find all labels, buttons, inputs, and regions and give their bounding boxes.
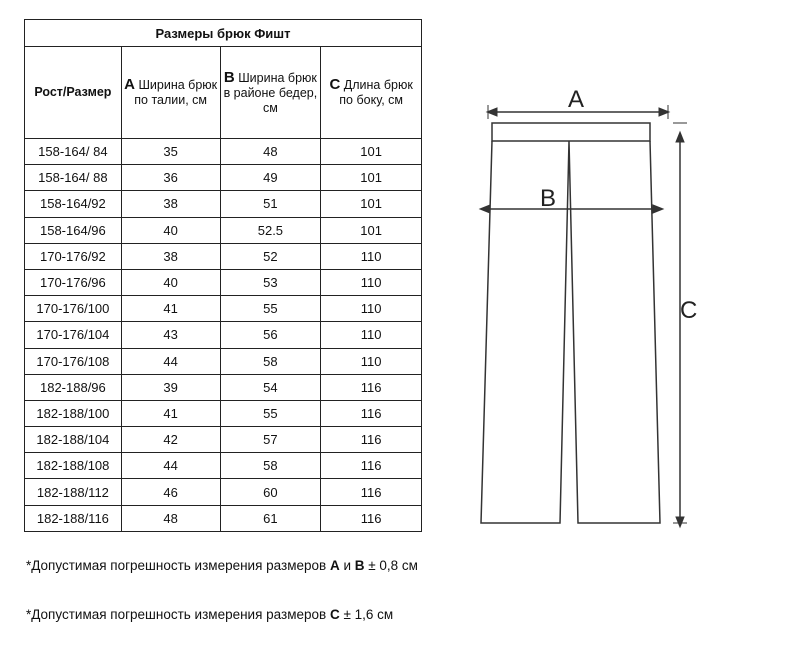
hips-cell: 55 xyxy=(220,400,321,426)
size-table xyxy=(24,19,422,532)
table-row xyxy=(25,400,422,426)
size-cell: 170-176/100 xyxy=(25,296,122,322)
hips-cell: 52 xyxy=(220,243,321,269)
table-row xyxy=(25,322,422,348)
length-cell: 101 xyxy=(321,165,422,191)
tolerance-note-ab xyxy=(26,558,418,573)
length-cell: 116 xyxy=(321,453,422,479)
table-row xyxy=(25,243,422,269)
hips-cell: 56 xyxy=(220,322,321,348)
header-waist-letter: А xyxy=(124,76,135,93)
hip-arrow xyxy=(480,205,663,213)
waist-cell: 44 xyxy=(121,348,220,374)
table-row xyxy=(25,479,422,505)
size-cell: 158-164/ 84 xyxy=(25,139,122,165)
hips-cell: 55 xyxy=(220,296,321,322)
header-size: Рост/Размер xyxy=(25,47,122,139)
size-cell: 170-176/96 xyxy=(25,269,122,295)
header-length-text: Длина брюк по боку, см xyxy=(339,78,413,107)
waist-cell: 39 xyxy=(121,374,220,400)
hips-cell: 60 xyxy=(220,479,321,505)
hips-cell: 51 xyxy=(220,191,321,217)
size-cell: 182-188/96 xyxy=(25,374,122,400)
length-cell: 110 xyxy=(321,348,422,374)
label-c: C xyxy=(680,297,698,324)
table-row xyxy=(25,427,422,453)
hips-cell: 58 xyxy=(220,348,321,374)
length-cell: 116 xyxy=(321,427,422,453)
note-1-a: А xyxy=(329,558,340,573)
waist-cell: 35 xyxy=(121,139,220,165)
table-body xyxy=(25,139,422,532)
waist-cell: 42 xyxy=(121,427,220,453)
length-cell: 116 xyxy=(321,505,422,531)
length-cell: 101 xyxy=(321,139,422,165)
header-waist-text: Ширина брюк по талии, см xyxy=(134,78,218,107)
header-hips-letter: В xyxy=(223,68,235,86)
waist-cell: 38 xyxy=(121,191,220,217)
note-1-b: В xyxy=(354,558,365,573)
size-cell: 182-188/108 xyxy=(25,453,122,479)
size-cell: 182-188/104 xyxy=(25,427,122,453)
waist-cell: 46 xyxy=(121,479,220,505)
size-cell: 182-188/100 xyxy=(25,400,122,426)
table-row xyxy=(25,348,422,374)
hips-cell: 57 xyxy=(220,427,321,453)
table-row xyxy=(25,191,422,217)
header-length-letter: С xyxy=(329,76,341,93)
waist-cell: 48 xyxy=(121,505,220,531)
note-2-prefix: *Допустимая погрешность измерения размеров xyxy=(26,607,330,622)
note-1-prefix: *Допустимая погрешность измерения размеров xyxy=(26,558,330,573)
table-row xyxy=(25,139,422,165)
length-cell: 110 xyxy=(321,322,422,348)
table-row xyxy=(25,453,422,479)
hips-cell: 48 xyxy=(220,139,321,165)
waist-cell: 43 xyxy=(121,322,220,348)
waist-cell: 40 xyxy=(121,269,220,295)
hips-cell: 52.5 xyxy=(220,217,321,243)
waistband xyxy=(492,123,650,141)
note-2-c: С xyxy=(329,607,340,622)
hips-cell: 61 xyxy=(220,505,321,531)
header-length xyxy=(321,47,422,139)
size-cell: 158-164/ 88 xyxy=(25,165,122,191)
hips-cell: 54 xyxy=(220,374,321,400)
table-title: Размеры брюк Фишт xyxy=(25,20,422,47)
length-cell: 110 xyxy=(321,269,422,295)
size-cell: 170-176/104 xyxy=(25,322,122,348)
size-cell: 170-176/92 xyxy=(25,243,122,269)
waist-cell: 40 xyxy=(121,217,220,243)
header-waist xyxy=(121,47,220,139)
length-cell: 116 xyxy=(321,400,422,426)
waist-cell: 36 xyxy=(121,165,220,191)
length-cell: 110 xyxy=(321,243,422,269)
length-cell: 101 xyxy=(321,217,422,243)
label-a: A xyxy=(568,86,585,113)
length-cell: 116 xyxy=(321,479,422,505)
size-cell: 170-176/108 xyxy=(25,348,122,374)
length-cell: 110 xyxy=(321,296,422,322)
waist-cell: 38 xyxy=(121,243,220,269)
header-hips-text: Ширина брюк в районе бедер, см xyxy=(223,70,318,115)
waist-cell: 41 xyxy=(121,400,220,426)
size-cell: 182-188/116 xyxy=(25,505,122,531)
table-row xyxy=(25,296,422,322)
length-arrow xyxy=(673,123,687,527)
length-cell: 116 xyxy=(321,374,422,400)
table-row xyxy=(25,505,422,531)
length-cell: 101 xyxy=(321,191,422,217)
pants-outline xyxy=(481,141,660,523)
hips-cell: 58 xyxy=(220,453,321,479)
header-hips xyxy=(220,47,321,139)
size-cell: 158-164/96 xyxy=(25,217,122,243)
tolerance-note-c xyxy=(26,607,393,622)
size-cell: 158-164/92 xyxy=(25,191,122,217)
size-cell: 182-188/112 xyxy=(25,479,122,505)
note-2-suffix: ± 1,6 см xyxy=(339,607,394,622)
waist-cell: 41 xyxy=(121,296,220,322)
table-row xyxy=(25,269,422,295)
table-row xyxy=(25,217,422,243)
pants-diagram xyxy=(470,80,710,530)
note-1-and: и xyxy=(339,558,355,573)
table-row xyxy=(25,165,422,191)
note-1-suffix: ± 0,8 см xyxy=(364,558,418,573)
table-row xyxy=(25,374,422,400)
hips-cell: 53 xyxy=(220,269,321,295)
waist-cell: 44 xyxy=(121,453,220,479)
hips-cell: 49 xyxy=(220,165,321,191)
label-b: B xyxy=(540,185,557,212)
